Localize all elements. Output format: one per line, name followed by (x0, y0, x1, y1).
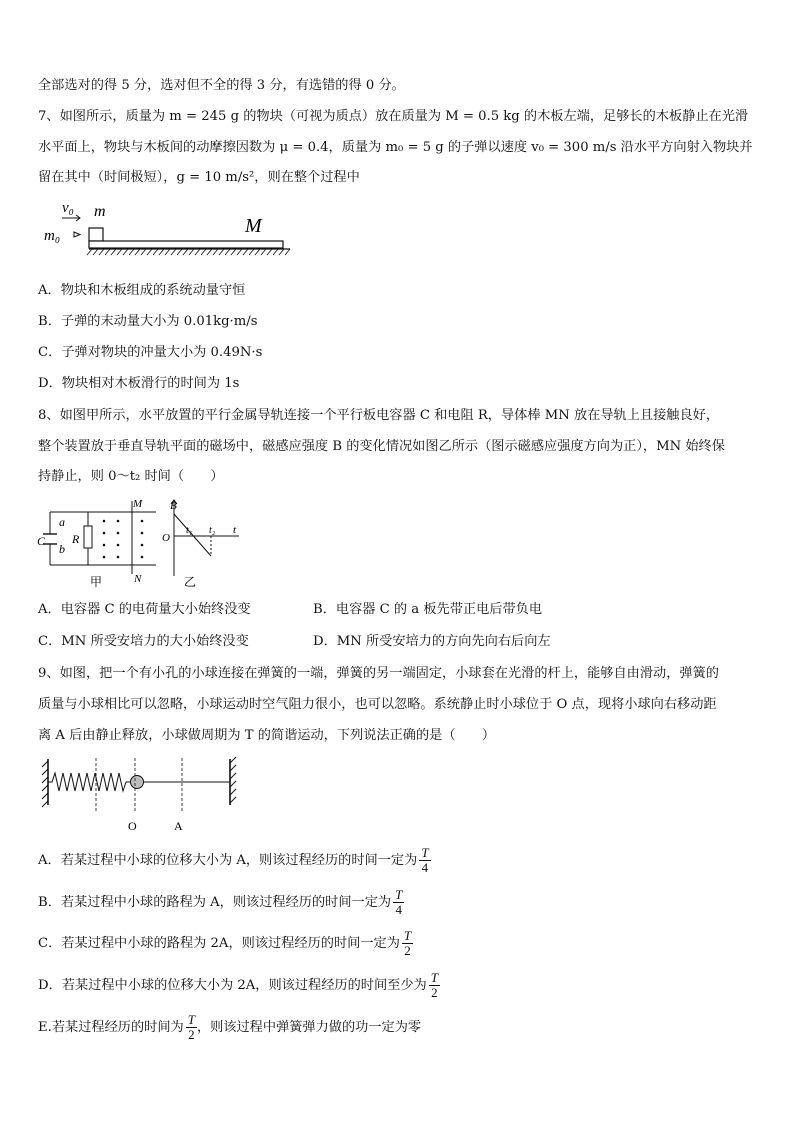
q8-fig-label-t2: t₂ (209, 525, 216, 536)
q8-figure (34, 496, 254, 590)
q7-option-c: C．子弹对物块的冲量大小为 0.49N·s (38, 345, 263, 360)
q9-option-e-den: 2 (188, 1027, 195, 1042)
q9-option-a-fraction (419, 846, 430, 875)
q9-option-b-den: 4 (395, 902, 402, 917)
q7-line-1: 7、如图所示，质量为 m = 245 g 的物块（可视为质点）放在质量为 M = 0.5 kg 的木板左端，足够长的木板静止在光滑 (38, 109, 749, 124)
q8-line-2: 整个装置放于垂直导轨平面的磁场中，磁感应强度 B 的变化情况如图乙所示（图示磁感应强度方向为正），MN 始终保 (38, 439, 725, 454)
q8-fig-label-a: a (59, 515, 65, 529)
q9-option-c-num: T (403, 928, 412, 943)
q7-fig-block (89, 228, 103, 241)
q8-option-b: B．电容器 C 的 a 板先带正电后带负电 (313, 602, 543, 617)
q9-option-a (38, 846, 431, 875)
q7-fig-label-M: M (245, 215, 262, 237)
q8-fig-label-yi: 乙 (184, 575, 197, 589)
header-line: 全部选对的得 5 分，选对但不全的得 3 分，有选错的得 0 分。 (38, 78, 405, 93)
q9-option-e-post: ，则该过程中弹簧弹力做的功一定为零 (196, 1020, 422, 1035)
q7-figure (40, 196, 300, 262)
q9-line-3: 离 A 后由静止释放，小球做周期为 T 的简谐运动，下列说法正确的是（ ） (38, 728, 496, 743)
q9-option-b (38, 888, 404, 917)
q8-line-1: 8、如图甲所示，水平放置的平行金属导轨连接一个平行板电容器 C 和电阻 R，导体棒 MN 放在导轨上且接触良好， (38, 408, 720, 423)
q7-line-3: 留在其中（时间极短），g = 10 m/s²，则在整个过程中 (38, 170, 360, 185)
q8-fig-label-N: N (134, 573, 142, 585)
q7-fig-label-m: m (94, 203, 106, 220)
q8-option-a: A．电容器 C 的电荷量大小始终没变 (38, 602, 251, 617)
q9-option-a-text: A．若某过程中小球的位移大小为 A，则该过程经历的时间一定为 (38, 853, 418, 868)
q8-fig-label-b: b (59, 542, 65, 556)
q9-fig-ball (131, 776, 144, 789)
q8-fig-label-C: C (37, 534, 46, 548)
q9-option-a-num: T (421, 845, 429, 860)
q8-fig-label-R: R (72, 532, 80, 546)
q9-option-d-den: 2 (431, 985, 438, 1000)
q8-option-c: C．MN 所受安培力的大小始终没变 (38, 634, 249, 649)
q8-fig-circuit (43, 501, 156, 574)
q8-fig-label-O: O (162, 532, 170, 544)
q9-option-c-fraction (402, 929, 413, 958)
q8-fig-graph (171, 500, 239, 576)
q9-option-d-num: T (430, 970, 438, 985)
q7-fig-label-m0: m₀ (44, 228, 61, 244)
q9-line-2: 质量与小球相比可以忽略，小球运动时空气阻力很小，也可以忽略。系统静止时小球位于 O 点，现将小球向右移动距 (38, 697, 717, 712)
q9-option-e-pre: E.若某过程经历的时间为 (38, 1020, 184, 1035)
q9-option-c-text: C．若某过程中小球的路程为 2A，则该过程经历的时间一定为 (38, 936, 400, 951)
q8-fig-label-B: B (170, 500, 177, 512)
q8-fig-label-t1: t₁ (186, 525, 193, 536)
q9-option-c (38, 929, 413, 958)
q7-line-2: 水平面上，物块与木板间的动摩擦因数为 μ = 0.4，质量为 m₀ = 5 g 的子弹以速度 v₀ = 300 m/s 沿水平方向射入物块并 (38, 140, 753, 155)
q9-option-d-text: D．若某过程中小球的位移大小为 2A，则该过程经历的时间至少为 (38, 978, 427, 993)
q9-option-b-num: T (395, 887, 403, 902)
q9-option-a-den: 4 (421, 860, 429, 875)
q8-line-3: 持静止，则 0～t₂ 时间（ ） (38, 469, 224, 484)
q7-option-b: B．子弹的末动量大小为 0.01kg·m/s (38, 314, 258, 329)
q7-option-a: A．物块和木板组成的系统动量守恒 (38, 283, 246, 298)
q9-fig-label-O: O (128, 819, 137, 833)
q9-option-b-text: B．若某过程中小球的路程为 A，则该过程经历的时间一定为 (38, 895, 392, 910)
q9-option-b-fraction (393, 888, 404, 917)
q8-fig-label-t: t (233, 524, 237, 536)
q9-fig-label-A: A (174, 819, 183, 833)
q9-option-c-den: 2 (404, 943, 411, 958)
q7-fig-board (89, 241, 283, 248)
q9-fig-left-wall (42, 759, 48, 807)
q7-fig-label-v0: v₀ (62, 200, 74, 216)
q9-option-e-num: T (187, 1012, 195, 1027)
q9-fig-spring (48, 773, 130, 791)
q9-option-d (38, 971, 440, 1000)
q8-option-d: D．MN 所受安培力的方向先向右后向左 (313, 634, 551, 649)
q8-fig-label-jia: 甲 (90, 575, 103, 589)
q9-option-e (38, 1013, 421, 1042)
q9-figure (38, 755, 243, 835)
q7-option-d: D．物块相对木板滑行的时间为 1s (38, 376, 240, 391)
q7-fig-ground-hatch (87, 249, 290, 255)
q7-fig-bullet (74, 232, 80, 237)
q9-fig-right-wall (230, 757, 236, 805)
q8-fig-label-M: M (133, 498, 143, 510)
q9-option-d-fraction (429, 971, 440, 1000)
q9-line-1: 9、如图，把一个有小孔的小球连接在弹簧的一端，弹簧的另一端固定，小球套在光滑的杆上，能够自由滑动，弹簧的 (38, 666, 719, 681)
q8-fig-field-dots (103, 520, 144, 559)
q9-option-e-fraction (186, 1013, 197, 1042)
